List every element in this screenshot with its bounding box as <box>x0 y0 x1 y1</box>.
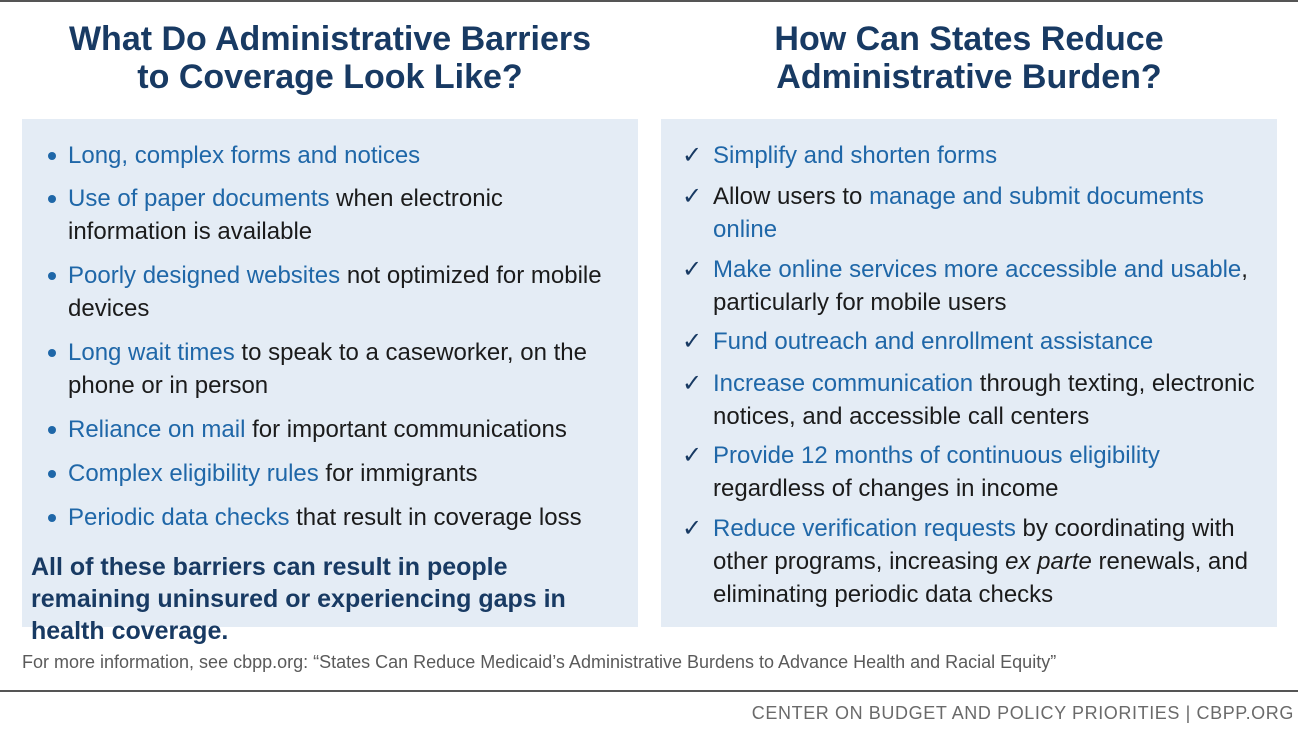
solution-highlight: Make online services more accessible and usable <box>713 256 1242 283</box>
barrier-text: to speak to a caseworker, on the phone or in person <box>68 339 587 399</box>
solution-item <box>682 512 1268 611</box>
barrier-text: not optimized for mobile devices <box>68 262 602 322</box>
barrier-item <box>68 139 628 172</box>
solution-text: renewals, and eliminating periodic data checks <box>713 548 1248 608</box>
barrier-highlight: Long wait times <box>68 339 235 366</box>
barrier-text: when electronic information is available <box>68 185 503 245</box>
right-title-line-1: How Can States Reduce <box>774 20 1164 58</box>
barriers-summary: All of these barriers can result in people remaining uninsured or experiencing gaps in health coverage. <box>31 553 566 645</box>
source-footnote: For more information, see cbpp.org: “States Can Reduce Medicaid’s Administrative Burdens to Advance Health and Racial Equity” <box>22 652 1057 672</box>
bullet-icon <box>48 349 56 357</box>
bullet-icon <box>48 514 56 522</box>
checkmark-icon: ✓ <box>682 328 703 355</box>
solution-text: through texting, electronic notices, and accessible call centers <box>713 370 1255 430</box>
checkmark-icon: ✓ <box>682 183 703 210</box>
solution-highlight: Fund outreach and enrollment assistance <box>713 328 1154 355</box>
bottom-rule <box>0 690 1298 692</box>
solution-item <box>682 139 1268 172</box>
barrier-item <box>68 457 628 490</box>
organization-credit: CENTER ON BUDGET AND POLICY PRIORITIES | CBPP.ORG <box>751 703 1294 723</box>
barrier-text: for immigrants <box>318 460 478 487</box>
solution-emphasis: ex parte <box>1005 548 1092 575</box>
checkmark-icon: ✓ <box>682 515 703 542</box>
barrier-highlight: Periodic data checks <box>68 504 290 531</box>
solution-highlight: Provide 12 months of continuous eligibility <box>713 442 1160 469</box>
top-rule <box>0 0 1298 2</box>
left-column-title <box>20 20 640 96</box>
right-title-line-2: Administrative Burden? <box>776 58 1162 96</box>
solution-item <box>682 253 1268 319</box>
barrier-item <box>68 413 628 446</box>
solution-item <box>682 180 1268 246</box>
barrier-item <box>68 336 628 402</box>
solution-text: regardless of changes in income <box>713 475 1059 502</box>
bullet-icon <box>48 195 56 203</box>
solution-item <box>682 439 1268 505</box>
barrier-highlight: Long, complex forms and notices <box>68 142 421 169</box>
barrier-text: that result in coverage loss <box>289 504 582 531</box>
barrier-highlight: Use of paper documents <box>68 185 330 212</box>
right-column-title <box>660 20 1278 96</box>
barrier-item <box>68 182 628 248</box>
barrier-highlight: Poorly designed websites <box>68 262 341 289</box>
bullet-icon <box>48 272 56 280</box>
barrier-highlight: Complex eligibility rules <box>68 460 319 487</box>
barrier-highlight: Reliance on mail <box>68 416 246 443</box>
solution-text: , particularly for mobile users <box>713 256 1248 316</box>
solution-highlight: Reduce verification requests <box>713 515 1016 542</box>
bullet-icon <box>48 426 56 434</box>
solution-highlight: Simplify and shorten forms <box>713 142 998 169</box>
solution-text: Allow users to <box>713 183 870 210</box>
left-title-line-2: to Coverage Look Like? <box>137 58 523 96</box>
solution-text: by coordinating with other programs, increasing <box>713 515 1235 575</box>
barriers-panel <box>22 119 638 645</box>
solution-highlight: Increase communication <box>713 370 974 397</box>
checkmark-icon: ✓ <box>682 370 703 397</box>
left-title-line-1: What Do Administrative Barriers <box>68 20 592 58</box>
barrier-item <box>68 501 628 534</box>
solutions-panel <box>661 119 1277 627</box>
checkmark-icon: ✓ <box>682 142 703 169</box>
bullet-icon <box>48 470 56 478</box>
checkmark-icon: ✓ <box>682 256 703 283</box>
solution-item <box>682 367 1268 433</box>
barrier-item <box>68 259 628 325</box>
barrier-text: for important communications <box>245 416 567 443</box>
solution-item <box>682 325 1268 358</box>
checkmark-icon: ✓ <box>682 442 703 469</box>
bullet-icon <box>48 152 56 160</box>
solution-highlight: manage and submit documents online <box>713 183 1204 243</box>
